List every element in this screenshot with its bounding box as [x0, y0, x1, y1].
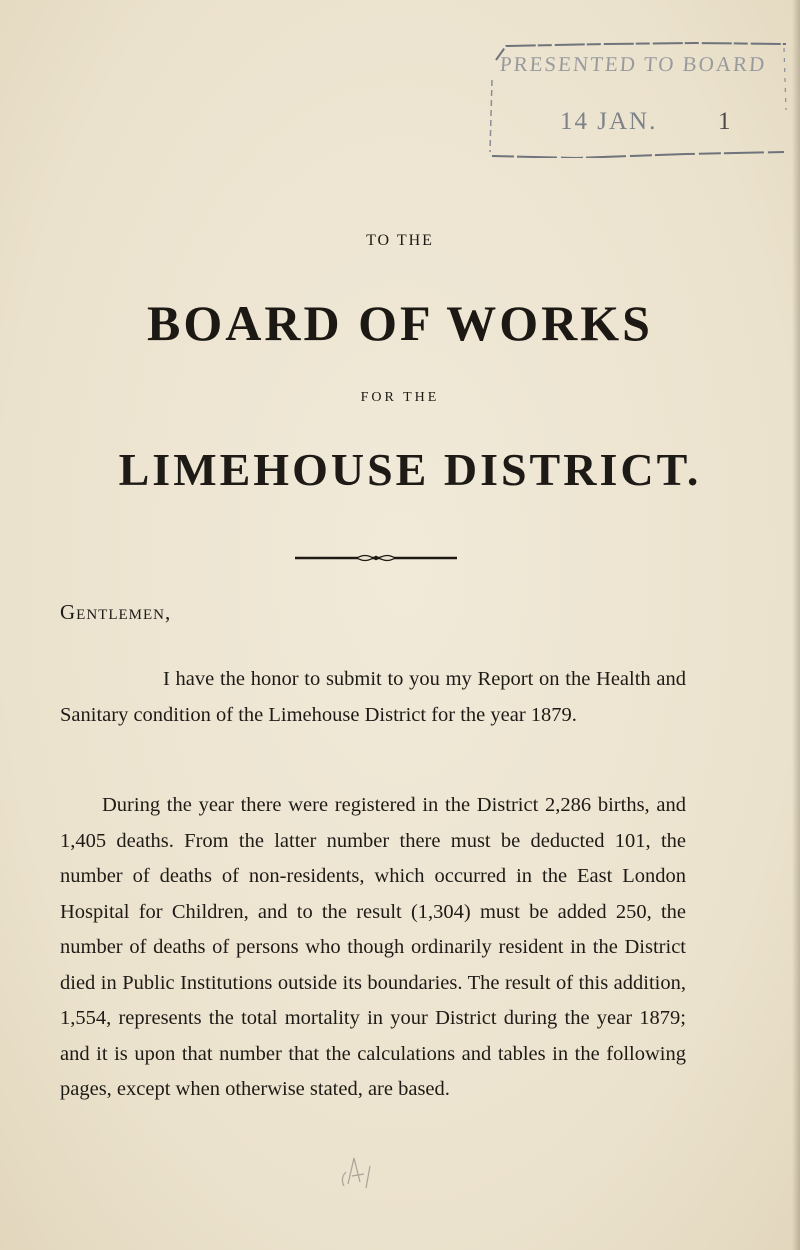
- paragraph-intro: I have the honor to submit to you my Report on the Health and Sanitary condition of the Limehouse District for the year 1879.: [60, 668, 686, 726]
- salutation: Gentlemen,: [60, 600, 172, 624]
- limehouse-district-title: LIMEHOUSE DISTRICT.: [118, 444, 702, 495]
- stamp-date: 14 JAN.: [560, 108, 658, 135]
- received-stamp: [486, 40, 788, 158]
- board-of-works-title: BOARD OF WORKS: [147, 295, 653, 351]
- paragraph-statistics: During the year there were registered in the District 2,286 births, and 1,405 deaths. From the latter number there must be deducted 101, the number of deaths of non-residents, which occurred in the East London Hospital for Children, and to the result (1,304) must be added 250, the number of deaths of persons who though ordinarily resident in the District died in Public Institutions outside its boundaries. The result of this addition, 1,554, represents the total mortality in your District during the year 1879; and it is upon that number that the calculations and tables in the following pages, except when otherwise stated, are based.: [60, 794, 686, 1100]
- pencil-mark-icon: [330, 1150, 380, 1194]
- ornamental-rule-icon: [295, 553, 457, 563]
- stamp-presented-text: PRESENTED TO BOARD: [499, 52, 768, 76]
- to-the-heading: TO THE: [366, 232, 434, 249]
- for-the-heading: FOR THE: [360, 390, 440, 405]
- page-edge-shadow: [792, 0, 800, 1250]
- stamp-number: 1: [718, 108, 731, 135]
